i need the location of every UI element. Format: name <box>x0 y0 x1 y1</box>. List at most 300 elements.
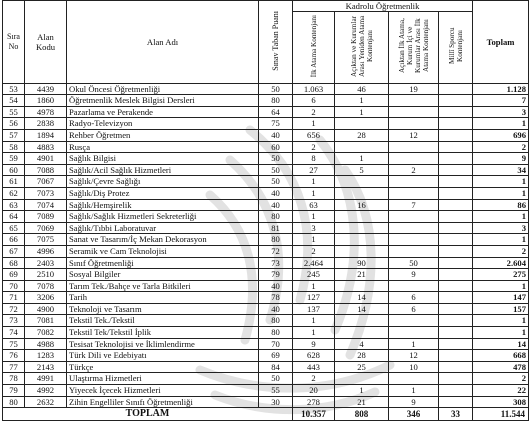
cell-aciktan: 5 <box>335 164 389 176</box>
cell-toplam: 14 <box>473 338 529 350</box>
total-aciktan-ilk: 346 <box>389 408 439 421</box>
cell-aciktan-ilk <box>389 280 439 292</box>
cell-ilk-atama: 245 <box>293 269 335 281</box>
cell-alan-kodu: 3206 <box>25 292 67 304</box>
cell-toplam: 2.604 <box>473 257 529 269</box>
cell-toplam: 2 <box>473 141 529 153</box>
col-header-sinav-taban-puani <box>259 1 293 84</box>
cell-alan-kodu: 4901 <box>25 153 67 165</box>
cell-toplam: 7 <box>473 95 529 107</box>
cell-alan-kodu: 7089 <box>25 211 67 223</box>
cell-alan-kodu: 7067 <box>25 176 67 188</box>
cell-milli-sporcu <box>439 385 473 397</box>
cell-sira-no: 71 <box>3 292 25 304</box>
table-row <box>3 373 529 385</box>
cell-aciktan: 14 <box>335 292 389 304</box>
table-row <box>3 327 529 339</box>
cell-alan-kodu: 2632 <box>25 396 67 408</box>
cell-milli-sporcu <box>439 95 473 107</box>
cell-ilk-atama: 3 <box>293 222 335 234</box>
cell-sira-no: 70 <box>3 280 25 292</box>
cell-aciktan-ilk: 7 <box>389 199 439 211</box>
table-row <box>3 385 529 397</box>
cell-sira-no: 76 <box>3 350 25 362</box>
table-row <box>3 396 529 408</box>
cell-milli-sporcu <box>439 292 473 304</box>
cell-aciktan-ilk <box>389 373 439 385</box>
table-row <box>3 187 529 199</box>
cell-aciktan-ilk: 2 <box>389 164 439 176</box>
cell-milli-sporcu <box>439 280 473 292</box>
cell-sinav-taban-puani: 75 <box>259 118 293 130</box>
cell-alan-kodu: 1860 <box>25 95 67 107</box>
cell-milli-sporcu <box>439 373 473 385</box>
cell-alan-adi: Tarım Tek./Bahçe ve Tarla Bitkileri <box>67 280 259 292</box>
cell-milli-sporcu <box>439 396 473 408</box>
cell-alan-adi: Sağlık/Tıbbi Laboratuvar <box>67 222 259 234</box>
cell-milli-sporcu <box>439 118 473 130</box>
cell-alan-kodu: 7088 <box>25 164 67 176</box>
cell-sinav-taban-puani: 79 <box>259 269 293 281</box>
cell-aciktan-ilk <box>389 141 439 153</box>
cell-aciktan: 16 <box>335 199 389 211</box>
cell-aciktan: 46 <box>335 83 389 95</box>
cell-ilk-atama: 1.063 <box>293 83 335 95</box>
cell-sinav-taban-puani: 40 <box>259 280 293 292</box>
table-row <box>3 338 529 350</box>
cell-milli-sporcu <box>439 211 473 223</box>
cell-alan-kodu: 4978 <box>25 106 67 118</box>
cell-milli-sporcu <box>439 338 473 350</box>
cell-aciktan-ilk <box>389 234 439 246</box>
cell-toplam: 3 <box>473 106 529 118</box>
cell-sira-no: 55 <box>3 106 25 118</box>
cell-alan-adi: Tekstil Tek/Tekstil İplik <box>67 327 259 339</box>
col-header-ilk-atama <box>293 12 335 84</box>
cell-aciktan-ilk: 1 <box>389 338 439 350</box>
cell-toplam: 275 <box>473 269 529 281</box>
cell-sinav-taban-puani: 50 <box>259 373 293 385</box>
cell-milli-sporcu <box>439 245 473 257</box>
cell-sinav-taban-puani: 81 <box>259 222 293 234</box>
total-milli-sporcu: 33 <box>439 408 473 421</box>
cell-aciktan-ilk <box>389 118 439 130</box>
cell-milli-sporcu <box>439 83 473 95</box>
cell-sira-no: 77 <box>3 361 25 373</box>
cell-toplam: 2 <box>473 245 529 257</box>
cell-aciktan: 21 <box>335 269 389 281</box>
cell-toplam: 157 <box>473 303 529 315</box>
cell-alan-adi: Ulaştırma Hizmetleri <box>67 373 259 385</box>
table-row <box>3 83 529 95</box>
cell-aciktan-ilk <box>389 211 439 223</box>
cell-sinav-taban-puani: 40 <box>259 199 293 211</box>
cell-ilk-atama: 1 <box>293 280 335 292</box>
cell-sinav-taban-puani: 70 <box>259 338 293 350</box>
cell-toplam: 1 <box>473 187 529 199</box>
cell-toplam: 1 <box>473 211 529 223</box>
col-header-milli-sporcu-text: Millî Sporcu Kontenjanı <box>447 27 464 65</box>
cell-alan-kodu: 2838 <box>25 118 67 130</box>
table-row <box>3 141 529 153</box>
cell-aciktan-ilk <box>389 95 439 107</box>
cell-alan-adi: Sağlık/Hemşirelik <box>67 199 259 211</box>
table-row <box>3 257 529 269</box>
cell-milli-sporcu <box>439 269 473 281</box>
cell-alan-kodu: 4988 <box>25 338 67 350</box>
cell-toplam: 2 <box>473 373 529 385</box>
cell-alan-adi: Radyo-Televizyon <box>67 118 259 130</box>
cell-milli-sporcu <box>439 129 473 141</box>
col-header-aciktan <box>335 12 389 84</box>
cell-alan-kodu: 1283 <box>25 350 67 362</box>
table-row <box>3 222 529 234</box>
cell-alan-adi: Teknoloji ve Tasarım <box>67 303 259 315</box>
cell-ilk-atama: 137 <box>293 303 335 315</box>
table-footer <box>3 408 529 421</box>
cell-alan-kodu: 2143 <box>25 361 67 373</box>
col-header-ilk-atama-text: İlk Atama Kontenjanı <box>309 14 318 78</box>
cell-aciktan-ilk <box>389 222 439 234</box>
cell-aciktan <box>335 327 389 339</box>
cell-ilk-atama: 9 <box>293 338 335 350</box>
cell-alan-adi: Sosyal Bilgiler <box>67 269 259 281</box>
cell-alan-kodu: 2510 <box>25 269 67 281</box>
table-row <box>3 280 529 292</box>
cell-milli-sporcu <box>439 164 473 176</box>
cell-aciktan <box>335 141 389 153</box>
cell-sira-no: 57 <box>3 129 25 141</box>
cell-aciktan: 25 <box>335 361 389 373</box>
cell-alan-kodu: 7078 <box>25 280 67 292</box>
cell-milli-sporcu <box>439 315 473 327</box>
cell-sinav-taban-puani: 40 <box>259 187 293 199</box>
cell-sira-no: 54 <box>3 95 25 107</box>
cell-aciktan-ilk <box>389 187 439 199</box>
cell-alan-adi: Yiyecek İçecek Hizmetleri <box>67 385 259 397</box>
cell-sinav-taban-puani: 80 <box>259 211 293 223</box>
total-aciktan: 808 <box>335 408 389 421</box>
cell-sinav-taban-puani: 40 <box>259 303 293 315</box>
cell-alan-adi: Rusça <box>67 141 259 153</box>
cell-aciktan: 1 <box>335 153 389 165</box>
table-row <box>3 153 529 165</box>
cell-toplam: 1 <box>473 327 529 339</box>
cell-aciktan: 21 <box>335 396 389 408</box>
cell-alan-kodu: 7074 <box>25 199 67 211</box>
cell-sira-no: 56 <box>3 118 25 130</box>
cell-alan-kodu: 4996 <box>25 245 67 257</box>
cell-ilk-atama: 2 <box>293 141 335 153</box>
cell-aciktan-ilk <box>389 245 439 257</box>
cell-alan-kodu: 4992 <box>25 385 67 397</box>
cell-sinav-taban-puani: 50 <box>259 176 293 188</box>
cell-milli-sporcu <box>439 199 473 211</box>
cell-alan-kodu: 4991 <box>25 373 67 385</box>
cell-aciktan: 1 <box>335 385 389 397</box>
cell-toplam: 147 <box>473 292 529 304</box>
cell-aciktan-ilk <box>389 176 439 188</box>
cell-aciktan-ilk: 6 <box>389 292 439 304</box>
cell-sinav-taban-puani: 72 <box>259 245 293 257</box>
cell-aciktan-ilk: 50 <box>389 257 439 269</box>
cell-sira-no: 67 <box>3 245 25 257</box>
cell-aciktan-ilk: 6 <box>389 303 439 315</box>
table-row <box>3 106 529 118</box>
col-header-aciktan-text: Açıktan ve Kurumlar Arası Yeniden Atama Kontenjanı <box>349 15 374 77</box>
cell-aciktan: 90 <box>335 257 389 269</box>
table-row <box>3 199 529 211</box>
cell-milli-sporcu <box>439 361 473 373</box>
total-label: TOPLAM <box>3 408 293 421</box>
cell-sira-no: 62 <box>3 187 25 199</box>
table-body <box>3 83 529 408</box>
cell-aciktan-ilk <box>389 153 439 165</box>
cell-alan-adi: Pazarlama ve Perakende <box>67 106 259 118</box>
cell-alan-kodu: 2403 <box>25 257 67 269</box>
cell-sira-no: 59 <box>3 153 25 165</box>
cell-sinav-taban-puani: 50 <box>259 153 293 165</box>
cell-milli-sporcu <box>439 327 473 339</box>
table-row <box>3 269 529 281</box>
cell-aciktan: 1 <box>335 95 389 107</box>
cell-alan-adi: Sağlık/Çevre Sağlığı <box>67 176 259 188</box>
cell-aciktan-ilk: 1 <box>389 385 439 397</box>
cell-sinav-taban-puani: 80 <box>259 327 293 339</box>
cell-aciktan <box>335 187 389 199</box>
cell-toplam: 696 <box>473 129 529 141</box>
cell-aciktan: 28 <box>335 129 389 141</box>
cell-sira-no: 74 <box>3 327 25 339</box>
table-row <box>3 211 529 223</box>
cell-toplam: 34 <box>473 164 529 176</box>
cell-aciktan: 28 <box>335 350 389 362</box>
cell-aciktan <box>335 245 389 257</box>
cell-ilk-atama: 6 <box>293 95 335 107</box>
cell-ilk-atama: 63 <box>293 199 335 211</box>
table-row <box>3 245 529 257</box>
cell-ilk-atama: 2 <box>293 245 335 257</box>
cell-milli-sporcu <box>439 141 473 153</box>
col-header-aciktan-ilk-text: Açıktan İlk Atama, Kurum İçi ve Kurumlar Arası İlk Atama Kontenjanı <box>397 18 430 74</box>
table-row <box>3 176 529 188</box>
cell-sinav-taban-puani: 78 <box>259 292 293 304</box>
cell-aciktan-ilk: 10 <box>389 361 439 373</box>
cell-alan-kodu: 4900 <box>25 303 67 315</box>
cell-aciktan: 1 <box>335 106 389 118</box>
cell-alan-kodu: 7082 <box>25 327 67 339</box>
cell-ilk-atama: 2 <box>293 373 335 385</box>
cell-alan-kodu: 7081 <box>25 315 67 327</box>
cell-alan-kodu: 7069 <box>25 222 67 234</box>
cell-alan-adi: Zihin Engelliler Sınıfı Öğretmenliği <box>67 396 259 408</box>
cell-aciktan-ilk <box>389 106 439 118</box>
table-row <box>3 315 529 327</box>
cell-aciktan: 4 <box>335 338 389 350</box>
cell-milli-sporcu <box>439 153 473 165</box>
cell-sinav-taban-puani: 80 <box>259 315 293 327</box>
cell-alan-adi: Sağlık/Sağlık Hizmetleri Sekreterliği <box>67 211 259 223</box>
cell-alan-adi: Türk Dili ve Edebiyatı <box>67 350 259 362</box>
cell-alan-adi: Sağlık/Acil Sağlık Hizmetleri <box>67 164 259 176</box>
cell-toplam: 1 <box>473 118 529 130</box>
cell-sinav-taban-puani: 64 <box>259 106 293 118</box>
cell-toplam: 308 <box>473 396 529 408</box>
cell-alan-kodu: 4883 <box>25 141 67 153</box>
cell-alan-adi: Okul Öncesi Öğretmenliği <box>67 83 259 95</box>
col-header-alan-adi: Alan Adı <box>67 1 259 84</box>
cell-ilk-atama: 1 <box>293 118 335 130</box>
col-header-toplam: Toplam <box>473 1 529 84</box>
cell-sinav-taban-puani: 84 <box>259 361 293 373</box>
col-header-kadrolu-ogretmenlik: Kadrolu Öğretmenlik <box>293 1 473 12</box>
cell-alan-adi: Sağlık/Diş Protez <box>67 187 259 199</box>
cell-sinav-taban-puani: 30 <box>259 396 293 408</box>
cell-toplam: 668 <box>473 350 529 362</box>
cell-sira-no: 73 <box>3 315 25 327</box>
cell-aciktan <box>335 176 389 188</box>
cell-alan-kodu: 4439 <box>25 83 67 95</box>
cell-milli-sporcu <box>439 350 473 362</box>
cell-aciktan-ilk: 12 <box>389 350 439 362</box>
cell-toplam: 1 <box>473 280 529 292</box>
table-row <box>3 361 529 373</box>
cell-ilk-atama: 278 <box>293 396 335 408</box>
cell-sira-no: 53 <box>3 83 25 95</box>
cell-ilk-atama: 27 <box>293 164 335 176</box>
cell-sira-no: 64 <box>3 211 25 223</box>
cell-aciktan-ilk: 19 <box>389 83 439 95</box>
cell-sira-no: 60 <box>3 164 25 176</box>
table-row <box>3 95 529 107</box>
cell-sira-no: 63 <box>3 199 25 211</box>
col-header-aciktan-ilk <box>389 12 439 84</box>
cell-sira-no: 75 <box>3 338 25 350</box>
cell-sinav-taban-puani: 40 <box>259 129 293 141</box>
cell-alan-adi: Sağlık Bilgisi <box>67 153 259 165</box>
cell-aciktan-ilk <box>389 315 439 327</box>
total-row <box>3 408 529 421</box>
cell-aciktan-ilk: 9 <box>389 396 439 408</box>
cell-toplam: 1.128 <box>473 83 529 95</box>
table-row <box>3 129 529 141</box>
cell-alan-kodu: 7075 <box>25 234 67 246</box>
cell-sira-no: 68 <box>3 257 25 269</box>
cell-ilk-atama: 2.464 <box>293 257 335 269</box>
cell-ilk-atama: 1 <box>293 234 335 246</box>
table-header <box>3 1 529 84</box>
cell-toplam: 22 <box>473 385 529 397</box>
cell-sira-no: 69 <box>3 269 25 281</box>
cell-milli-sporcu <box>439 257 473 269</box>
cell-toplam: 1 <box>473 315 529 327</box>
cell-sinav-taban-puani: 80 <box>259 95 293 107</box>
table-row <box>3 350 529 362</box>
cell-ilk-atama: 1 <box>293 187 335 199</box>
cell-toplam: 1 <box>473 176 529 188</box>
cell-toplam: 1 <box>473 234 529 246</box>
cell-alan-adi: Tarih <box>67 292 259 304</box>
cell-aciktan-ilk: 9 <box>389 269 439 281</box>
cell-aciktan <box>335 315 389 327</box>
cell-sira-no: 65 <box>3 222 25 234</box>
table-row <box>3 234 529 246</box>
col-header-milli-sporcu <box>439 12 473 84</box>
cell-alan-adi: Öğretmenlik Meslek Bilgisi Dersleri <box>67 95 259 107</box>
cell-sira-no: 80 <box>3 396 25 408</box>
cell-aciktan <box>335 280 389 292</box>
cell-aciktan <box>335 234 389 246</box>
cell-sinav-taban-puani: 60 <box>259 141 293 153</box>
cell-milli-sporcu <box>439 187 473 199</box>
cell-sinav-taban-puani: 69 <box>259 350 293 362</box>
cell-aciktan-ilk <box>389 327 439 339</box>
cell-alan-adi: Tekstil Tek./Tekstil <box>67 315 259 327</box>
cell-aciktan <box>335 373 389 385</box>
cell-milli-sporcu <box>439 222 473 234</box>
cell-ilk-atama: 1 <box>293 315 335 327</box>
cell-aciktan <box>335 222 389 234</box>
cell-sira-no: 58 <box>3 141 25 153</box>
cell-ilk-atama: 1 <box>293 327 335 339</box>
cell-ilk-atama: 656 <box>293 129 335 141</box>
cell-alan-adi: Türkçe <box>67 361 259 373</box>
cell-alan-adi: Rehber Öğretmen <box>67 129 259 141</box>
cell-alan-adi: Sınıf Öğretmenliği <box>67 257 259 269</box>
cell-sinav-taban-puani: 50 <box>259 83 293 95</box>
table-row <box>3 303 529 315</box>
col-header-sinav-taban-puani-text: Sınav Taban Puanı <box>270 10 280 71</box>
cell-sinav-taban-puani: 55 <box>259 385 293 397</box>
cell-sira-no: 61 <box>3 176 25 188</box>
col-header-alan-kodu: Alan Kodu <box>25 1 67 84</box>
cell-alan-adi: Sanat ve Tasarım/İç Mekan Dekorasyon <box>67 234 259 246</box>
cell-milli-sporcu <box>439 303 473 315</box>
cell-sira-no: 72 <box>3 303 25 315</box>
cell-ilk-atama: 1 <box>293 211 335 223</box>
cell-milli-sporcu <box>439 234 473 246</box>
cell-ilk-atama: 1 <box>293 176 335 188</box>
cell-aciktan <box>335 118 389 130</box>
cell-sinav-taban-puani: 50 <box>259 164 293 176</box>
cell-alan-adi: Seramik ve Cam Teknolojisi <box>67 245 259 257</box>
cell-ilk-atama: 2 <box>293 106 335 118</box>
cell-aciktan <box>335 211 389 223</box>
cell-sinav-taban-puani: 80 <box>259 234 293 246</box>
cell-sira-no: 78 <box>3 373 25 385</box>
table-row <box>3 118 529 130</box>
cell-sira-no: 79 <box>3 385 25 397</box>
cell-toplam: 3 <box>473 222 529 234</box>
cell-sinav-taban-puani: 73 <box>259 257 293 269</box>
cell-alan-adi: Tesisat Teknolojisi ve İklimlendirme <box>67 338 259 350</box>
cell-sira-no: 66 <box>3 234 25 246</box>
cell-ilk-atama: 443 <box>293 361 335 373</box>
cell-milli-sporcu <box>439 106 473 118</box>
kadrolu-ogretmenlik-table <box>2 0 529 421</box>
cell-toplam: 478 <box>473 361 529 373</box>
cell-alan-kodu: 7073 <box>25 187 67 199</box>
cell-ilk-atama: 628 <box>293 350 335 362</box>
table-row <box>3 164 529 176</box>
table-row <box>3 292 529 304</box>
col-header-sira-no: Sıra No <box>3 1 25 84</box>
cell-aciktan: 14 <box>335 303 389 315</box>
cell-toplam: 9 <box>473 153 529 165</box>
cell-toplam: 86 <box>473 199 529 211</box>
total-toplam: 11.544 <box>473 408 529 421</box>
cell-ilk-atama: 20 <box>293 385 335 397</box>
